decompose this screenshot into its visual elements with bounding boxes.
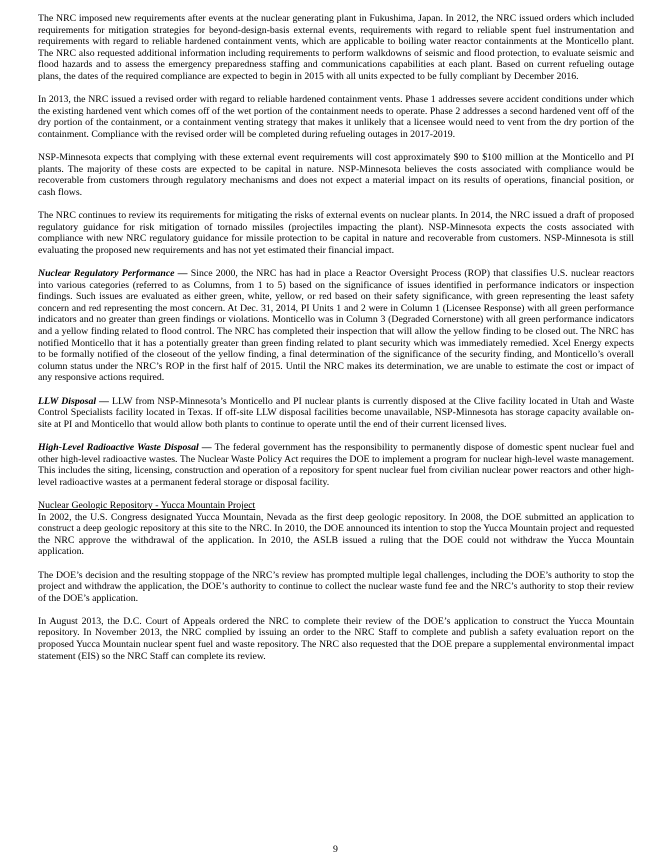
paragraph-fukushima-requirements: The NRC imposed new requirements after events at the nuclear generating plant in Fukushima, Japan. In 2012, the NRC issued orders which included requirements for mitigation strategies for beyond-design-basis external events, requirements with regard to reliable spent fuel instrumentation and requirements with regard to reliable hardened containment vents, which are applicable to boiling water reactor containments at the Monticello plant. The NRC also requested additional information including requirements to perform walkdowns of seismic and flood protection, to evaluate seismic and flood hazards and to assess the emergency preparedness staffing and communications capabilities at each plant. Based on current refueling outage plans, the dates of the required compliance are expected to begin in 2015 with all units expected to be fully compliant by December 2016.: [38, 13, 634, 82]
paragraph-court-of-appeals-order: In August 2013, the D.C. Court of Appeals ordered the NRC to complete their review of the DOE’s application to construct the Yucca Mountain repository. In November 2013, the NRC complied by issuing an order to the NRC Staff to complete and publish a safety evaluation report on the proposed Yucca Mountain nuclear spent fuel and waste repository. The NRC also requested that the DOE prepare a supplemental environmental impact statement (EIS) so the NRC Staff can complete its review.: [38, 615, 634, 662]
paragraph-compliance-cost: NSP-Minnesota expects that complying with these external event requirements will cost approximately $90 to $100 million at the Monticello and PI plants. The majority of these costs are expected to be capital in nature. NSP-Minnesota believes the costs associated with compliance would be recoverable from customers through regulatory mechanisms and does not expect a material impact on its results of operations, financial position, or cash flows.: [38, 152, 634, 198]
paragraph-hardened-vents-order: In 2013, the NRC issued a revised order with regard to reliable hardened containment vents. Phase 1 addresses severe accident conditions under which the existing hardened vent which comes off of the wet portion of the containment needs to operate. Phase 2 addresses a second hardened vent off of the dry portion of the containment, or a containment venting strategy that makes it unlikely that a licensee would need to vent from the dry portion of the containment. Compliance with the revised order will be completed during refueling outages in 2017-2019.: [38, 94, 634, 140]
section-heading-yucca-mountain: Nuclear Geologic Repository - Yucca Mountain Project: [38, 499, 256, 511]
paragraph-llw-disposal: [38, 396, 634, 431]
paragraph-tornado-missiles: The NRC continues to review its requirements for mitigating the risks of external events on nuclear plants. In 2014, the NRC issued a draft of proposed regulatory guidance for risk mitigation of tornado missiles (projectiles impacting the plant). NSP-Minnesota expects the costs associated with compliance with new NRC regulatory guidance for missile protection to be capital in nature and recoverable from customers. NSP-Minnesota is still evaluating the proposed new requirements and has not yet estimated their financial impact.: [38, 210, 634, 256]
lead-llw-disposal: LLW Disposal —: [38, 395, 109, 407]
lead-high-level-waste-disposal: High-Level Radioactive Waste Disposal —: [38, 441, 212, 453]
paragraph-text: The federal government has the responsibility to permanently dispose of domestic spent nuclear fuel and other high-level radioactive wastes. The Nuclear Waste Policy Act requires the DOE to implement a program for nuclear high-level waste management. This includes the siting, licensing, construction and operation of a repository for spent nuclear fuel from civilian nuclear power reactors and other high-level radioactive wastes at a permanent federal storage or disposal facility.: [38, 441, 634, 488]
paragraph-doe-legal-challenges: The DOE’s decision and the resulting stoppage of the NRC’s review has prompted multiple legal challenges, including the DOE’s authority to stop the project and withdraw the application, the DOE’s authority to continue to collect the nuclear waste fund fee and the NRC’s authority to stop their review of the DOE’s application.: [38, 569, 634, 604]
paragraph-text: In 2002, the U.S. Congress designated Yucca Mountain, Nevada as the first deep geologic repository. In 2008, the DOE submitted an application to construct a deep geologic repository at this site to the NRC. In 2010, the DOE announced its intention to stop the Yucca Mountain project and requested the NRC approve the withdrawal of the application. In 2010, the ASLB issued a ruling that the DOE could not withdraw the Yucca Mountain application.: [38, 511, 634, 558]
page-number: 9: [333, 844, 338, 856]
paragraph-high-level-waste-disposal: [38, 442, 634, 488]
paragraph-text: Since 2000, the NRC has had in place a Reactor Oversight Process (ROP) that classifies U.S. nuclear reactors into various categories (referred to as Columns, from 1 to 5) based on the significance of issues identified in performance indicators or inspection findings. Such issues are evaluated as either green, white, yellow, or red based on their safety significance, with green representing the least safety concern and red representing the most concern. At Dec. 31, 2014, PI Units 1 and 2 were in Column 1 (Licensee Response) with all green performance indicators and no greater than green findings or violations. Monticello was in Column 3 (Degraded Cornerstone) with all green performance indicators and a yellow finding related to flood control. The NRC has completed their inspection that will allow the yellow finding to be closed out. The NRC has notified Monticello that it has a potentially greater than green finding related to plant security which was immediately remedied. Xcel Energy expects to be formally notified of the closeout of the yellow finding, a final determination of the significance of the security finding, and Monticello’s overall column status under the NRC’s ROP in the first half of 2015. Until the NRC makes its determination, we are unable to estimate the cost or impact of any responsive actions required.: [38, 268, 635, 384]
lead-nuclear-regulatory-performance: Nuclear Regulatory Performance —: [38, 268, 188, 280]
paragraph-yucca-mountain-project: [38, 500, 634, 558]
paragraph-nuclear-regulatory-performance: [38, 268, 634, 384]
paragraph-text: LLW from NSP-Minnesota’s Monticello and PI nuclear plants is currently disposed at the Clive facility located in Utah and Waste Control Specialists facility located in Texas. If off-site LLW disposal facilities become unavailable, NSP-Minnesota has storage capacity available on-site at PI and Monticello that would allow both plants to continue to operate until the end of their current licensed lives.: [38, 395, 634, 430]
